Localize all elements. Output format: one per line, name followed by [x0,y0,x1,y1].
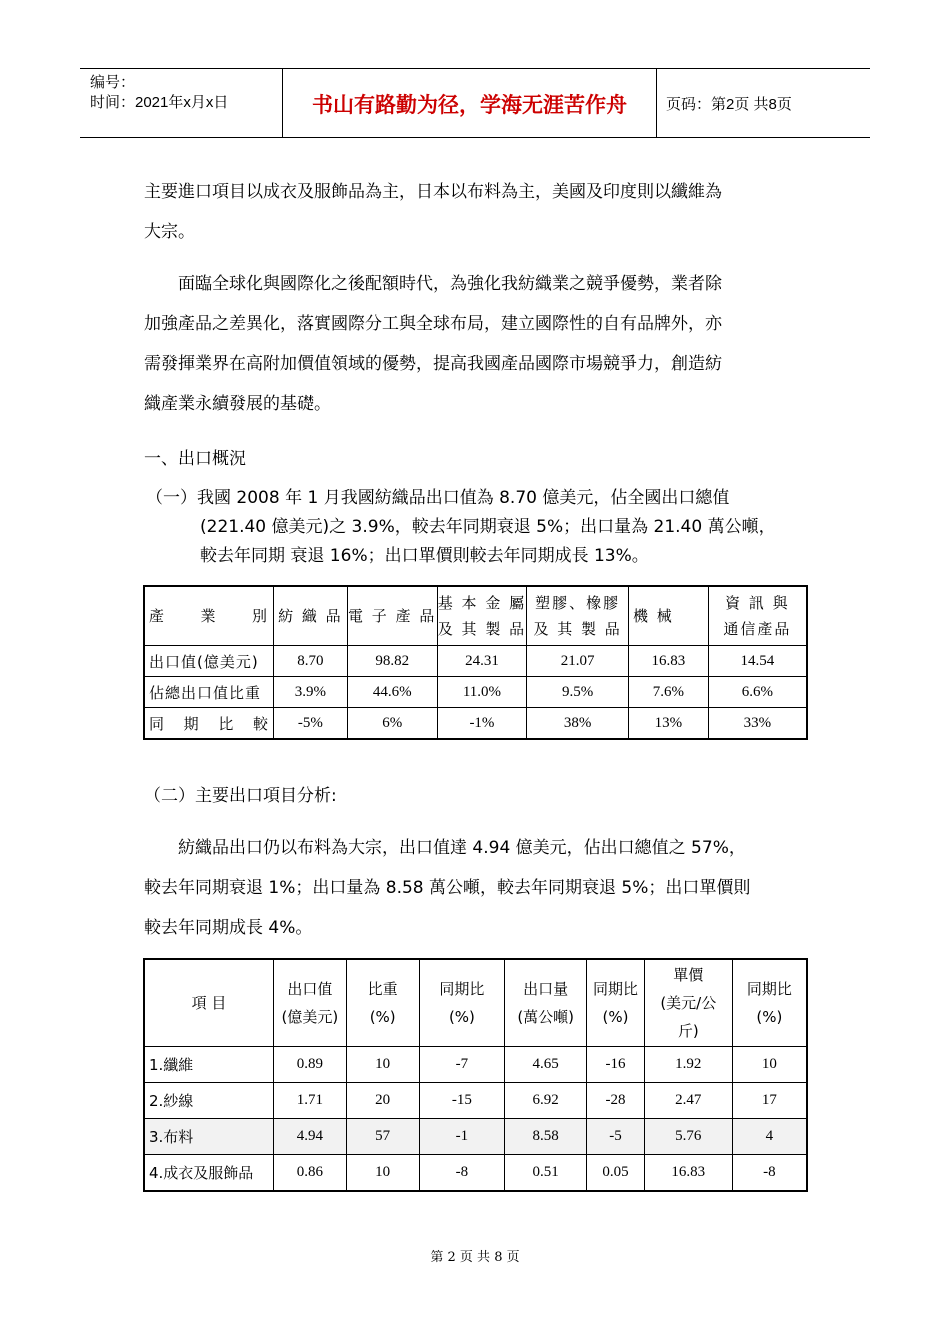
header-line: 同期比 [592,980,638,998]
paragraph-imports [144,172,808,252]
column-header [437,586,527,646]
table-cell: 6.6% [708,677,807,708]
table-cell: 0.86 [274,1155,347,1192]
table-row [144,1119,807,1155]
header-line: 及 其 製 品 [533,620,622,638]
table-cell: -28 [587,1083,645,1119]
header-line: (%) [756,1008,783,1026]
table-cell: -5% [274,708,348,740]
column-header: 機 械 [628,586,708,646]
table-cell: 7.6% [628,677,708,708]
row-label: 出口值(億美元) [144,646,274,677]
text-line: 面臨全球化與國際化之後配額時代，為強化我紡織業之競爭優勢，業者除 [178,274,722,294]
table-cell: 16.83 [644,1155,732,1192]
table-cell: 0.05 [587,1155,645,1192]
section-heading-analysis: （二）主要出口項目分析: [144,786,337,806]
table-cell: 10 [732,1047,807,1083]
text-line: 主要進口項目以成衣及服飾品為主，日本以布料為主，美國及印度則以纖維為 [144,182,722,202]
header-divider [656,69,657,137]
table-cell: 0.51 [505,1155,587,1192]
header-line: (%) [369,1008,396,1026]
text-line: 紡織品出口仍以布料為大宗，出口值達 4.94 億美元，佔出口總值之 57%， [178,838,746,858]
table-cell: 38% [527,708,629,740]
column-header [346,959,419,1047]
column-header: 產 業 別 [144,586,274,646]
table-cell: 3.9% [274,677,348,708]
column-header [644,959,732,1047]
text-line: 較去年同期衰退 1%；出口量為 8.58 萬公噸，較去年同期衰退 5%；出口單價則 [144,878,751,898]
table-header-row [144,586,807,646]
header-line: 通信產品 [723,620,792,638]
page-footer: 第 2 页 共 8 页 [430,1250,520,1265]
text-line: 加強產品之差異化，落實國際分工與全球布局，建立國際性的自有品牌外，亦 [144,314,722,334]
column-header [732,959,807,1047]
table-cell: 11.0% [437,677,527,708]
column-header [708,586,807,646]
table-cell: 6% [347,708,437,740]
table-cell: 13% [628,708,708,740]
column-header [419,959,505,1047]
table-cell: -16 [587,1047,645,1083]
table-cell: 10 [346,1155,419,1192]
industry-export-table [143,585,808,740]
table-row [144,1047,807,1083]
column-header [274,959,347,1047]
table-cell: 1.92 [644,1047,732,1083]
header-line: 及 其 製 品 [437,620,527,638]
header-line: (美元/公 [660,994,717,1012]
text-line: （一）我國 2008 年 1 月我國紡織品出口值為 8.70 億美元，佔全國出口總值 [146,488,730,508]
table-cell: 4.94 [274,1119,347,1155]
table-cell: 4 [732,1119,807,1155]
table-cell: -1% [437,708,527,740]
column-header [587,959,645,1047]
section-heading-exports: 一、出口概況 [144,449,246,469]
table-cell: 9.5% [527,677,629,708]
table-cell: 21.07 [527,646,629,677]
table-row [144,1083,807,1119]
table-cell: 4.65 [505,1047,587,1083]
table-cell: 44.6% [347,677,437,708]
table-cell: 16.83 [628,646,708,677]
table-cell: 98.82 [347,646,437,677]
table-row [144,677,807,708]
column-header [527,586,629,646]
text-line: 大宗。 [144,222,195,242]
header-page-label: 页码：第2页 共8页 [666,96,792,113]
text-line: 較去年同期 衰退 16%；出口單價則較去年同期成長 13%。 [200,546,649,566]
column-header [505,959,587,1047]
row-label: 佔總出口值比重 [144,677,274,708]
row-label: 同 期 比 較 [144,708,274,740]
table-cell: 10 [346,1047,419,1083]
row-label: 2.紗線 [144,1083,274,1119]
number-label: 编号： [90,74,136,91]
column-header: 紡 織 品 [274,586,348,646]
paragraph-globalization [144,264,808,424]
table-cell: -7 [419,1047,505,1083]
header-line: 資 訊 與 [725,594,790,612]
header-line: (%) [448,1008,475,1026]
time-label: 时间：2021年x月x日 [90,94,229,111]
header-line: 出口值 [287,980,333,998]
header-line: (億美元) [281,1008,339,1026]
row-label: 3.布料 [144,1119,274,1155]
text-line: (221.40 億美元)之 3.9%，較去年同期衰退 5%；出口量為 21.40 萬公噸， [200,517,776,537]
table-cell: 2.47 [644,1083,732,1119]
table-cell: 33% [708,708,807,740]
export-items-table [143,958,808,1192]
table-cell: -1 [419,1119,505,1155]
column-header: 電 子 產 品 [347,586,437,646]
row-label: 1.纖維 [144,1047,274,1083]
table-header-row [144,959,807,1047]
header-motto: 书山有路勤为径，学海无涯苦作舟 [312,93,627,117]
header-line: (%) [602,1008,629,1026]
subsection-1 [146,484,816,571]
table-cell: 8.70 [274,646,348,677]
text-line: 需發揮業界在高附加價值領域的優勢，提高我國產品國際市場競爭力，創造紡 [144,354,722,374]
header-line: 同期比 [746,980,792,998]
table-cell: 8.58 [505,1119,587,1155]
table-cell: 6.92 [505,1083,587,1119]
table-cell: -8 [419,1155,505,1192]
text-line: 織產業永續發展的基礎。 [144,394,331,414]
table-cell: 0.89 [274,1047,347,1083]
header-line: 同期比 [439,980,485,998]
table-cell: 20 [346,1083,419,1119]
table-cell: -5 [587,1119,645,1155]
table-cell: 14.54 [708,646,807,677]
header-line: 斤) [677,1022,699,1040]
row-label: 4.成衣及服飾品 [144,1155,274,1192]
header-line: 出口量 [523,980,569,998]
header-line: (萬公噸) [517,1008,575,1026]
header-line: 單價 [673,966,704,984]
paragraph-textile-exports [144,828,808,948]
text-line: 較去年同期成長 4%。 [144,918,313,938]
table-cell: -15 [419,1083,505,1119]
header-meta [90,73,280,113]
table-cell: 1.71 [274,1083,347,1119]
header-line: 塑膠、橡膠 [535,594,621,612]
table-cell: 24.31 [437,646,527,677]
table-cell: 17 [732,1083,807,1119]
header-line: 基 本 金 屬 [437,594,527,612]
column-header: 項 目 [144,959,274,1047]
table-row [144,708,807,740]
header-line: 比重 [367,980,398,998]
table-row [144,1155,807,1192]
table-cell: 5.76 [644,1119,732,1155]
table-cell: -8 [732,1155,807,1192]
table-row [144,646,807,677]
table-cell: 57 [346,1119,419,1155]
page-header [80,68,870,138]
